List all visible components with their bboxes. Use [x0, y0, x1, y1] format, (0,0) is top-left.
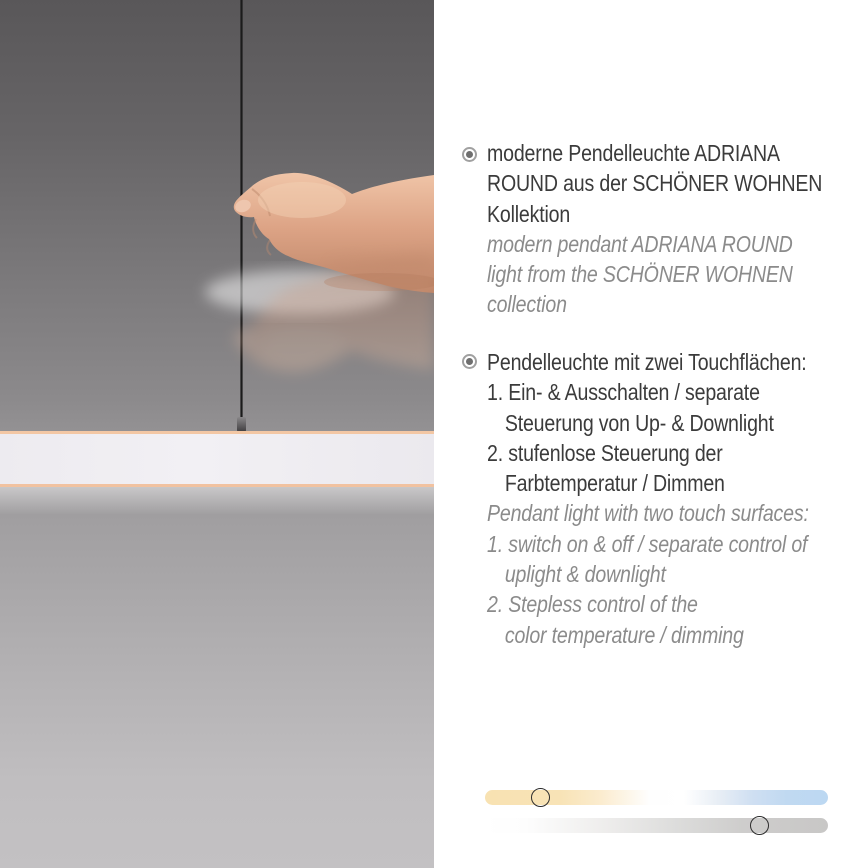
- dimming-slider[interactable]: [485, 818, 828, 833]
- en-text-line: collection: [487, 291, 567, 318]
- light-glow: [0, 487, 434, 515]
- bullet-icon: [462, 147, 477, 162]
- de-text-line: Pendelleuchte mit zwei Touchflächen:: [487, 349, 807, 375]
- de-text-line: Steuerung von Up- & Downlight: [504, 409, 774, 436]
- bullet-dot: [466, 151, 473, 158]
- color-temperature-slider[interactable]: [485, 790, 828, 805]
- de-text-line: ROUND aus der SCHÖNER WOHNEN: [487, 170, 823, 197]
- en-text-line: 2. Stepless control of the: [487, 591, 698, 618]
- pendant-light-bar: [0, 431, 434, 487]
- en-text-line: light from the SCHÖNER WOHNEN: [487, 261, 793, 288]
- bullet-item-touch-surfaces: [487, 347, 809, 650]
- bullet-dot: [466, 358, 473, 365]
- de-text-line: 2. stufenlose Steuerung der: [487, 439, 723, 466]
- de-text-line: 1. Ein- & Ausschalten / separate: [487, 379, 760, 406]
- bullet-item-collection: [487, 138, 822, 320]
- de-text-line: moderne Pendelleuchte ADRIANA: [487, 140, 780, 166]
- en-text-line: modern pendant ADRIANA ROUND: [487, 230, 793, 257]
- de-text-line: Farbtemperatur / Dimmen: [504, 470, 725, 497]
- en-text-line: 1. switch on & off / separate control of: [487, 530, 808, 557]
- description-panel: [434, 0, 868, 868]
- en-text-line: color temperature / dimming: [504, 621, 744, 648]
- cord-connector: [237, 417, 246, 432]
- dimming-knob[interactable]: [750, 816, 769, 835]
- en-text-line: Pendant light with two touch surfaces:: [487, 500, 809, 527]
- de-text-line: Kollektion: [487, 200, 571, 227]
- en-text-line: uplight & downlight: [504, 561, 666, 588]
- bullet-icon: [462, 354, 477, 369]
- color-temperature-knob[interactable]: [531, 788, 550, 807]
